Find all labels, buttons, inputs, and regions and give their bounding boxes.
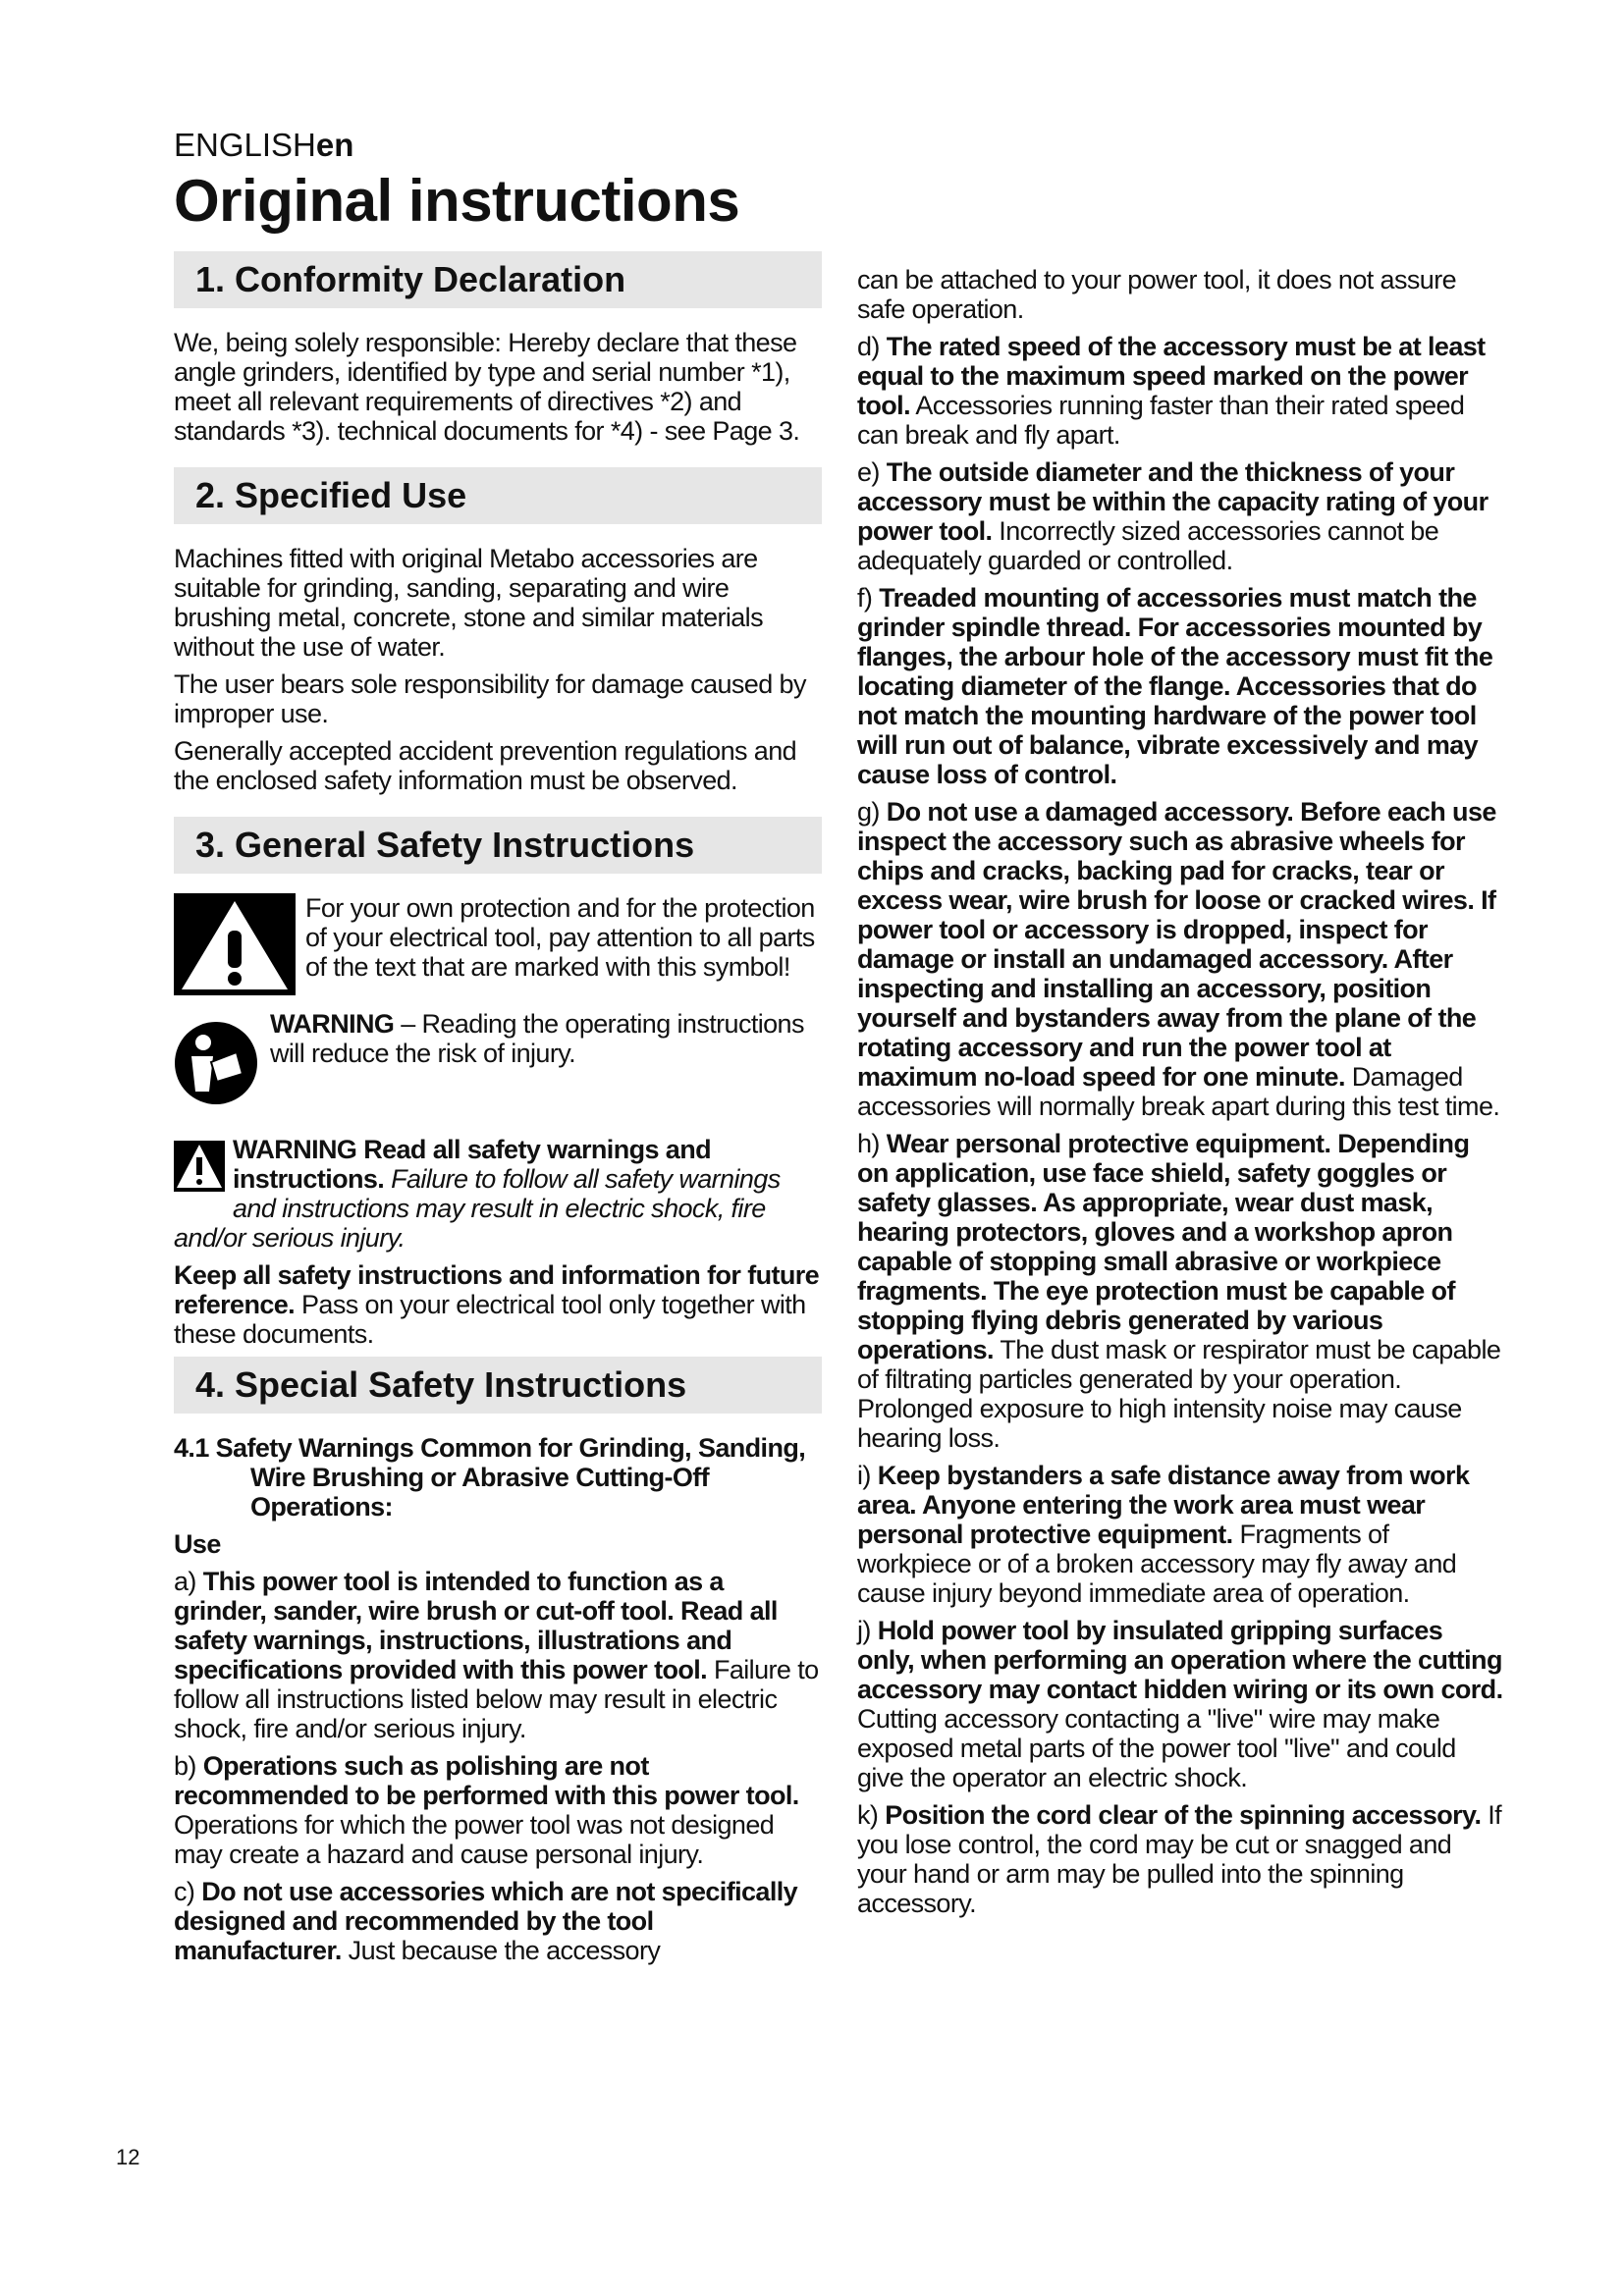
- subsection-heading: [174, 1433, 822, 1522]
- bold-text: WARNING: [270, 1009, 395, 1039]
- paragraph: [174, 1260, 822, 1349]
- text: Fragments of workpiece or of a broken accessory may fly away and cause injury beyond immediate area of operation.: [857, 1520, 1457, 1608]
- paragraph: [857, 1616, 1505, 1792]
- language-name: ENGLISH: [174, 127, 316, 163]
- text: Just because the accessory: [341, 1936, 661, 1965]
- paragraph: [857, 457, 1505, 575]
- section-heading: 2. Specified Use: [174, 467, 822, 524]
- text: Failure to follow all instructions listed below may result in electric shock, fire and/or serious injury.: [174, 1655, 819, 1743]
- italic-text: Failure to follow all safety warnings and instructions may result in electric shock, fire and/or serious injury.: [174, 1164, 781, 1253]
- bold-text: 4.1 Safety Warnings Common for Grinding, Sanding, Wire Brushing or Abrasive Cutting-Off Operations:: [174, 1433, 806, 1522]
- left-column: [174, 126, 822, 1973]
- page-number: 12: [116, 2145, 140, 2169]
- text: Incorrectly sized accessories cannot be adequately guarded or controlled.: [857, 516, 1439, 575]
- text: The user bears sole responsibility for damage caused by improper use.: [174, 669, 806, 728]
- text: k): [857, 1800, 886, 1830]
- paragraph: [857, 265, 1505, 324]
- bold-text: This power tool is intended to function as a grinder, sander, wire brush or cut-off tool. Read all safety warnings, instructions, illustrations and specifications provided with this power tool.: [174, 1567, 778, 1684]
- paragraph: [857, 332, 1505, 450]
- warning-small-icon: [174, 1141, 225, 1198]
- page-title: Original instructions: [174, 168, 740, 234]
- text: c): [174, 1877, 202, 1906]
- paragraph: [174, 1751, 822, 1869]
- text: a): [174, 1567, 203, 1596]
- section-heading: 4. Special Safety Instructions: [174, 1357, 822, 1414]
- bold-text: Position the cord clear of the spinning accessory.: [885, 1800, 1482, 1830]
- text: b): [174, 1751, 203, 1781]
- text: Pass on your electrical tool only together with these documents.: [174, 1290, 806, 1349]
- warning-paragraph: [174, 1135, 822, 1253]
- language-code: en: [315, 127, 354, 163]
- bold-text: WARNING Read all safety warnings and instructions.: [233, 1135, 712, 1194]
- note-text: [305, 893, 822, 982]
- text: Damaged accessories will normally break apart during this test time.: [857, 1062, 1500, 1121]
- bold-text: Wear personal protective equipment. Depending on application, use face shield, safety goggles or safety glasses. As appropriate, wear dust mask, hearing protectors, gloves and a workshop apron capable of stopping small abrasive or workpiece fragments. The eye protection must be capable of stopping flying debris generated by various operations.: [857, 1129, 1470, 1364]
- paragraph: [857, 797, 1505, 1121]
- read-manual-icon: [174, 1021, 258, 1111]
- text: i): [857, 1461, 878, 1490]
- bold-text: Do not use a damaged accessory. Before each use inspect the accessory such as abrasive wheels for chips and cracks, backing pad for cracks, tear or excess wear, wire brush for loose or cracked wires. If power tool or accessory is dropped, inspect for damage or install an undamaged accessory. After inspecting and installing an accessory, position yourself and bystanders away from the plane of the rotating accessory and run the power tool at maximum no-load speed for one minute.: [857, 797, 1496, 1092]
- text: j): [857, 1616, 878, 1645]
- text: For your own protection and for the protection of your electrical tool, pay attention to all parts of the text that are marked with this symbol!: [305, 893, 815, 982]
- paragraph: [857, 1800, 1505, 1918]
- paragraph: [174, 736, 822, 795]
- symbol-note: [174, 893, 822, 1001]
- paragraph: [174, 1567, 822, 1743]
- section-heading: 1. Conformity Declaration: [174, 251, 822, 308]
- text: Cutting accessory contacting a "live" wire may make exposed metal parts of the power tool "live" and could give the operator an electric shock.: [857, 1704, 1456, 1792]
- warning-triangle-icon: [174, 893, 296, 1001]
- text: Operations for which the power tool was not designed may create a hazard and cause personal injury.: [174, 1810, 775, 1869]
- left-content: [174, 251, 822, 1965]
- bold-text: The outside diameter and the thickness of your accessory must be within the capacity rating of your power tool.: [857, 457, 1489, 546]
- text: e): [857, 457, 887, 487]
- bold-text: Operations such as polishing are not recommended to be performed with this power tool.: [174, 1751, 799, 1810]
- language-label: [174, 126, 822, 165]
- paragraph: [174, 1877, 822, 1965]
- text: If you lose control, the cord may be cut or snagged and your hand or arm may be pulled into the spinning accessory.: [857, 1800, 1502, 1918]
- section-heading: 3. General Safety Instructions: [174, 817, 822, 874]
- note-text: [270, 1009, 822, 1068]
- text: h): [857, 1129, 887, 1158]
- bold-text: Use: [174, 1529, 221, 1559]
- symbol-note: [174, 1009, 822, 1111]
- text: d): [857, 332, 887, 361]
- text: We, being solely responsible: Hereby declare that these angle grinders, identified by type and serial number *1), meet all relevant requirements of directives *2) and standards *3). technical documents for *4) - see Page 3.: [174, 328, 800, 446]
- paragraph: [174, 669, 822, 728]
- text: Generally accepted accident prevention regulations and the enclosed safety information must be observed.: [174, 736, 797, 795]
- text: can be attached to your power tool, it does not assure safe operation.: [857, 265, 1456, 324]
- text: – Reading the operating instructions will reduce the risk of injury.: [270, 1009, 804, 1068]
- paragraph: [174, 544, 822, 662]
- text: g): [857, 797, 887, 827]
- text: f): [857, 583, 880, 613]
- text: The dust mask or respirator must be capable of filtrating particles generated by your operation. Prolonged exposure to high intensity noise may cause hearing loss.: [857, 1335, 1501, 1453]
- bold-text: Treaded mounting of accessories must match the grinder spindle thread. For accessories mounted by flanges, the arbour hole of the accessory must fit the locating diameter of the flange. Accessories that do not match the mounting hardware of the power tool will run out of balance, vibrate excessively and may cause loss of control.: [857, 583, 1493, 789]
- paragraph: [174, 1529, 822, 1559]
- bold-text: Keep bystanders a safe distance away from work area. Anyone entering the work area must wear personal protective equipment.: [857, 1461, 1470, 1549]
- bold-text: Do not use accessories which are not specifically designed and recommended by the tool manufacturer.: [174, 1877, 798, 1965]
- text: Accessories running faster than their rated speed can break and fly apart.: [857, 391, 1465, 450]
- paragraph: [174, 328, 822, 446]
- right-column: [857, 265, 1505, 1926]
- paragraph: [857, 583, 1505, 789]
- paragraph: [857, 1129, 1505, 1453]
- text: Machines fitted with original Metabo accessories are suitable for grinding, sanding, separating and wire brushing metal, concrete, stone and similar materials without the use of water.: [174, 544, 763, 662]
- bold-text: Keep all safety instructions and information for future reference.: [174, 1260, 820, 1319]
- bold-text: The rated speed of the accessory must be at least equal to the maximum speed marked on the power tool.: [857, 332, 1486, 420]
- bold-text: Hold power tool by insulated gripping surfaces only, when performing an operation where the cutting accessory may contact hidden wiring or its own cord.: [857, 1616, 1503, 1704]
- paragraph: [857, 1461, 1505, 1608]
